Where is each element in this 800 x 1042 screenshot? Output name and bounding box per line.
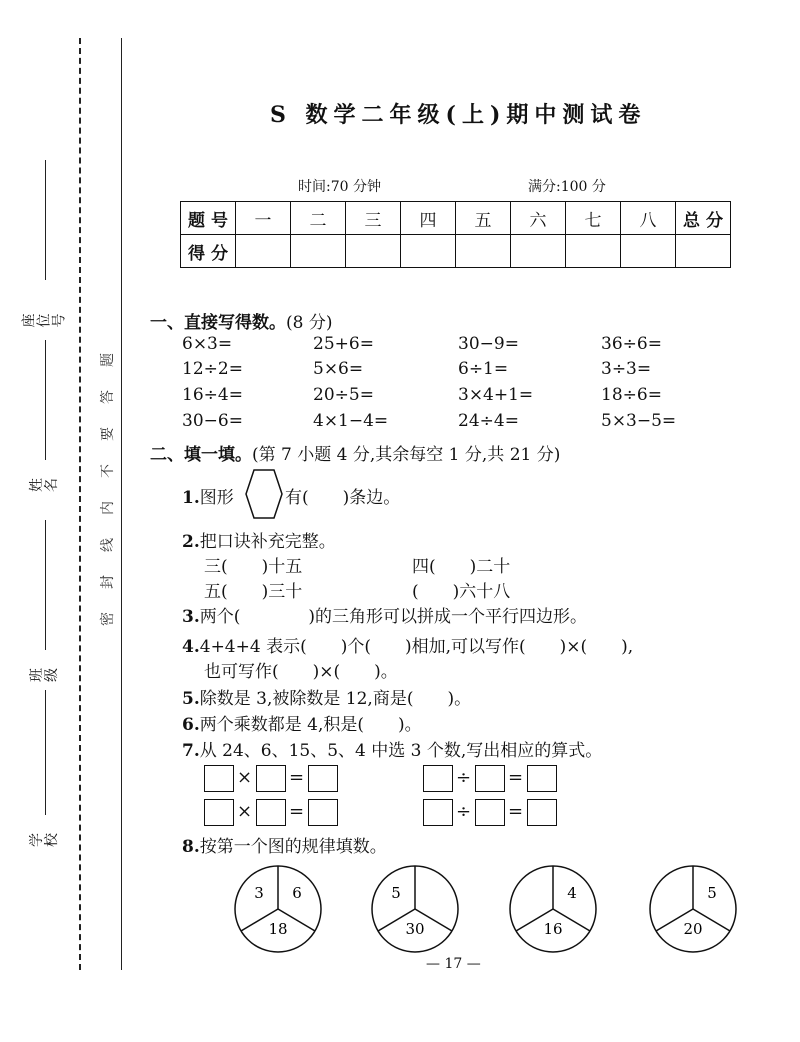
- equals-sign: =: [289, 767, 305, 788]
- seal-line-notice: [100, 350, 114, 629]
- answer-box[interactable]: [475, 765, 505, 792]
- question-2-text: 把口诀补充完整。: [199, 532, 336, 552]
- score-table-header-row: [181, 202, 731, 235]
- arithmetic-problem[interactable]: 5×6=: [313, 359, 364, 379]
- equals-sign: =: [508, 767, 524, 788]
- seal-char: 要: [100, 427, 116, 441]
- arithmetic-problem[interactable]: 6×3=: [182, 334, 233, 354]
- question-7-text: 从 24、6、15、5、4 中选 3 个数,写出相应的算式。: [199, 741, 603, 761]
- operator-sign: ×: [237, 767, 253, 788]
- question-2: [182, 527, 336, 552]
- score-row-label: 得 分: [181, 235, 236, 268]
- score-cell[interactable]: [346, 235, 401, 268]
- name-field[interactable]: [29, 340, 60, 510]
- answer-box[interactable]: [256, 765, 286, 792]
- answer-box[interactable]: [204, 765, 234, 792]
- answer-box[interactable]: [256, 799, 286, 826]
- answer-box[interactable]: [475, 799, 505, 826]
- circle-number: 3: [254, 884, 264, 902]
- question-7: [182, 736, 602, 761]
- answer-box[interactable]: [423, 799, 453, 826]
- operator-sign: ÷: [456, 801, 472, 822]
- question-5-text[interactable]: 除数是 3,被除数是 12,商是( )。: [199, 689, 472, 709]
- arithmetic-problem[interactable]: 30−6=: [182, 411, 243, 431]
- section2-heading: [150, 440, 560, 465]
- circle-number: 18: [268, 920, 288, 938]
- seal-char: 封: [100, 575, 116, 589]
- arithmetic-problem[interactable]: 30−9=: [458, 334, 519, 354]
- seal-char: 不: [100, 464, 116, 478]
- question-number: 4.: [182, 637, 200, 657]
- score-cell[interactable]: [511, 235, 566, 268]
- name-blank[interactable]: [45, 340, 46, 460]
- seat-number-blank[interactable]: [45, 160, 46, 280]
- question-number: 6.: [182, 715, 200, 735]
- arithmetic-problem[interactable]: 18÷6=: [601, 385, 662, 405]
- circle-number: 6: [292, 884, 302, 902]
- seat-number-label: 座位号: [21, 313, 68, 328]
- section1-heading: [150, 308, 332, 333]
- arithmetic-problem[interactable]: 16÷4=: [182, 385, 243, 405]
- school-label: 学校: [29, 833, 60, 847]
- circle-number: 5: [707, 884, 717, 902]
- question-4: [182, 632, 633, 657]
- question-3: [182, 602, 587, 627]
- hexagon-icon: [244, 468, 284, 520]
- arithmetic-problem[interactable]: 36÷6=: [601, 334, 662, 354]
- score-header-cell: 二: [291, 202, 346, 235]
- score-header-cell: 七: [566, 202, 621, 235]
- class-field[interactable]: [29, 520, 60, 700]
- arithmetic-problem[interactable]: 3÷3=: [601, 359, 652, 379]
- question-4-text-line2[interactable]: 也可写作( )×( )。: [204, 662, 398, 682]
- score-header-cell: 三: [346, 202, 401, 235]
- score-table: [180, 201, 731, 268]
- arithmetic-problem[interactable]: 4×1−4=: [313, 411, 389, 431]
- score-header-cell: 总 分: [676, 202, 731, 235]
- question-number: 7.: [182, 741, 200, 761]
- seal-char: 线: [100, 538, 116, 552]
- operator-sign: ÷: [456, 767, 472, 788]
- class-blank[interactable]: [45, 520, 46, 650]
- score-cell[interactable]: [401, 235, 456, 268]
- q2-blank[interactable]: 五( )三十: [204, 582, 303, 602]
- question-5: [182, 684, 471, 709]
- number-circle: [508, 864, 598, 954]
- question-6: [182, 710, 422, 735]
- section1-points: (8 分): [286, 313, 333, 333]
- score-cell[interactable]: [456, 235, 511, 268]
- question-number: 8.: [182, 837, 200, 857]
- question-8: [182, 832, 387, 857]
- full-score: 满分:100 分: [528, 179, 606, 195]
- equals-sign: =: [508, 801, 524, 822]
- question-8-text: 按第一个图的规律填数。: [199, 837, 387, 857]
- score-cell[interactable]: [621, 235, 676, 268]
- question-number: 3.: [182, 607, 200, 627]
- exam-title: S 数学二年级(上)期中测试卷: [270, 102, 647, 128]
- name-label: 姓名: [29, 478, 60, 492]
- question-4-text[interactable]: 4+4+4 表示( )个( )相加,可以写作( )×( ),: [199, 637, 634, 657]
- arithmetic-problem[interactable]: 12÷2=: [182, 359, 243, 379]
- arithmetic-problem[interactable]: 20÷5=: [313, 385, 374, 405]
- circle-number: 5: [391, 884, 401, 902]
- section1-title: 一、直接写得数。: [150, 313, 286, 333]
- answer-box[interactable]: [527, 765, 557, 792]
- question-number: 1.: [182, 488, 200, 508]
- school-field[interactable]: [29, 690, 60, 865]
- q2-blank[interactable]: ( )六十八: [412, 582, 511, 602]
- score-table-score-row: [181, 235, 731, 268]
- arithmetic-problem[interactable]: 25+6=: [313, 334, 374, 354]
- question-6-text[interactable]: 两个乘数都是 4,积是( )。: [199, 715, 422, 735]
- circle-number: 16: [543, 920, 563, 938]
- question-number: 2.: [182, 532, 200, 552]
- circle-number: 20: [683, 920, 703, 938]
- question-1: [182, 483, 234, 508]
- score-header-cell: 一: [236, 202, 291, 235]
- page-number: — 17 —: [426, 956, 481, 972]
- time-limit: 时间:70 分钟: [298, 179, 381, 195]
- seal-char: 密: [100, 612, 116, 626]
- seal-char: 内: [100, 501, 116, 515]
- circle-number: 30: [405, 920, 425, 938]
- seal-char: 题: [100, 353, 116, 367]
- answer-box[interactable]: [308, 765, 338, 792]
- q2-blank[interactable]: 三( )十五: [204, 557, 303, 577]
- score-header-cell: 四: [401, 202, 456, 235]
- number-circle: [370, 864, 460, 954]
- circle-number: 4: [567, 884, 577, 902]
- score-header-cell: 六: [511, 202, 566, 235]
- arithmetic-problem[interactable]: 3×4+1=: [458, 385, 534, 405]
- seal-char: 答: [100, 390, 116, 404]
- number-circle: [233, 864, 323, 954]
- q2-blank[interactable]: 四( )二十: [412, 557, 511, 577]
- score-cell[interactable]: [291, 235, 346, 268]
- binding-dashed-line: [79, 38, 81, 970]
- question-1-pre: 图形: [199, 488, 234, 508]
- score-header-cell: 五: [456, 202, 511, 235]
- binding-solid-line: [121, 38, 122, 970]
- score-cell[interactable]: [236, 235, 291, 268]
- school-blank[interactable]: [45, 690, 46, 815]
- section2-points: (第 7 小题 4 分,其余每空 1 分,共 21 分): [252, 445, 561, 465]
- equals-sign: =: [289, 801, 305, 822]
- answer-box[interactable]: [204, 799, 234, 826]
- question-3-text[interactable]: 两个( )的三角形可以拼成一个平行四边形。: [199, 607, 588, 627]
- number-circle: [648, 864, 738, 954]
- operator-sign: ×: [237, 801, 253, 822]
- arithmetic-problem[interactable]: 6÷1=: [458, 359, 509, 379]
- answer-box[interactable]: [308, 799, 338, 826]
- arithmetic-problem[interactable]: 5×3−5=: [601, 411, 677, 431]
- score-header-cell: 八: [621, 202, 676, 235]
- score-header-cell: 题 号: [181, 202, 236, 235]
- score-cell[interactable]: [676, 235, 731, 268]
- arithmetic-problem[interactable]: 24÷4=: [458, 411, 519, 431]
- question-number: 5.: [182, 689, 200, 709]
- answer-box[interactable]: [423, 765, 453, 792]
- question-1-post: 有( )条边。: [285, 488, 401, 508]
- section2-title: 二、填一填。: [150, 445, 252, 465]
- score-cell[interactable]: [566, 235, 621, 268]
- class-label: 班级: [29, 668, 60, 682]
- answer-box[interactable]: [527, 799, 557, 826]
